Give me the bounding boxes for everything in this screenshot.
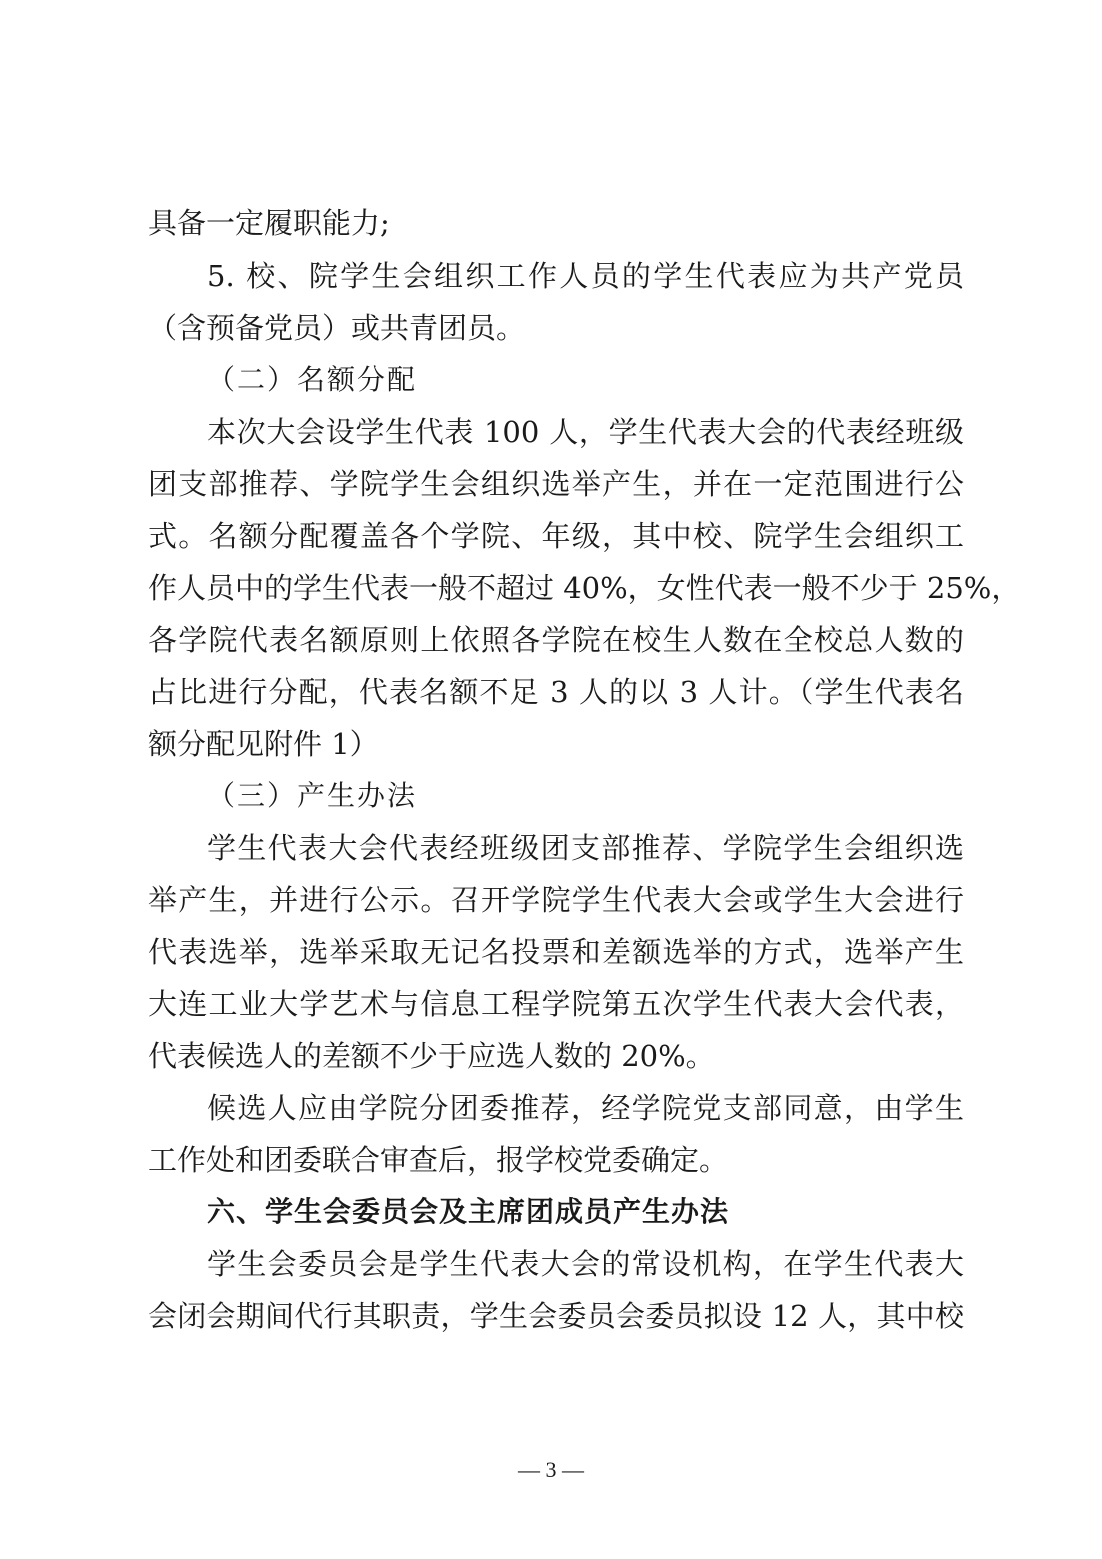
line-text: 学生代表大会代表经班级团支部推荐、学院学生会组织选 [207, 831, 964, 865]
line-text: 额分配见附件 1） [148, 727, 379, 761]
line-text: 会闭会期间代行其职责，学生会委员会委员拟设 12 人，其中校 [148, 1299, 964, 1333]
paragraph-line [0, 250, 1102, 302]
paragraph-line [0, 1134, 1102, 1186]
line-text: 代表选举，选举采取无记名投票和差额选举的方式，选举产生 [148, 935, 964, 969]
chapter-heading-text: 六、学生会委员会及主席团成员产生办法 [207, 1195, 730, 1228]
paragraph-line [0, 510, 1102, 562]
section-heading-text: （三）产生办法 [207, 779, 418, 812]
line-text: 各学院代表名额原则上依照各学院在校生人数在全校总人数的 [148, 623, 964, 657]
line-text: 工作处和团委联合审查后，报学校党委确定。 [148, 1143, 729, 1177]
line-text: 团支部推荐、学院学生会组织选举产生，并在一定范围进行公 [148, 467, 964, 501]
line-text: 代表候选人的差额不少于应选人数的 20%。 [148, 1039, 715, 1073]
line-text: 本次大会设学生代表 100 人，学生代表大会的代表经班级 [207, 415, 964, 449]
paragraph-line [0, 458, 1102, 510]
paragraph-line [0, 822, 1102, 874]
chapter-heading [0, 1186, 1102, 1238]
paragraph-line [0, 1290, 1102, 1342]
paragraph-line [0, 406, 1102, 458]
paragraph-line [0, 302, 1102, 354]
section-heading-text: （二）名额分配 [207, 363, 418, 396]
paragraph-line [0, 614, 1102, 666]
line-text: 具备一定履职能力; [148, 206, 390, 240]
paragraph-line [0, 1238, 1102, 1290]
paragraph-line [0, 874, 1102, 926]
line-text: 占比进行分配，代表名额不足 3 人的以 3 人计。（学生代表名 [148, 675, 964, 709]
section-heading [0, 770, 1102, 822]
paragraph-line [0, 978, 1102, 1030]
line-text: 候选人应由学院分团委推荐，经学院党支部同意，由学生 [207, 1091, 964, 1125]
line-text: 大连工业大学艺术与信息工程学院第五次学生代表大会代表， [148, 987, 964, 1021]
paragraph-line [0, 1030, 1102, 1082]
paragraph-line [0, 926, 1102, 978]
paragraph-line [0, 562, 1102, 614]
line-text: 式。名额分配覆盖各个学院、年级，其中校、院学生会组织工 [148, 519, 964, 553]
paragraph-line [0, 666, 1102, 718]
line-text: 举产生，并进行公示。召开学院学生代表大会或学生大会进行 [148, 883, 964, 917]
paragraph-line [0, 197, 1102, 249]
section-heading [0, 354, 1102, 406]
line-text: 作人员中的学生代表一般不超过 40%，女性代表一般不少于 25%， [148, 571, 1021, 605]
line-text: 学生会委员会是学生代表大会的常设机构，在学生代表大 [207, 1247, 964, 1281]
page-number: — 3 — [518, 1457, 584, 1482]
line-text: 5. 校、院学生会组织工作人员的学生代表应为共产党员 [207, 259, 964, 293]
paragraph-line [0, 1082, 1102, 1134]
line-text: （含预备党员）或共青团员。 [148, 311, 526, 345]
paragraph-line [0, 718, 1102, 770]
